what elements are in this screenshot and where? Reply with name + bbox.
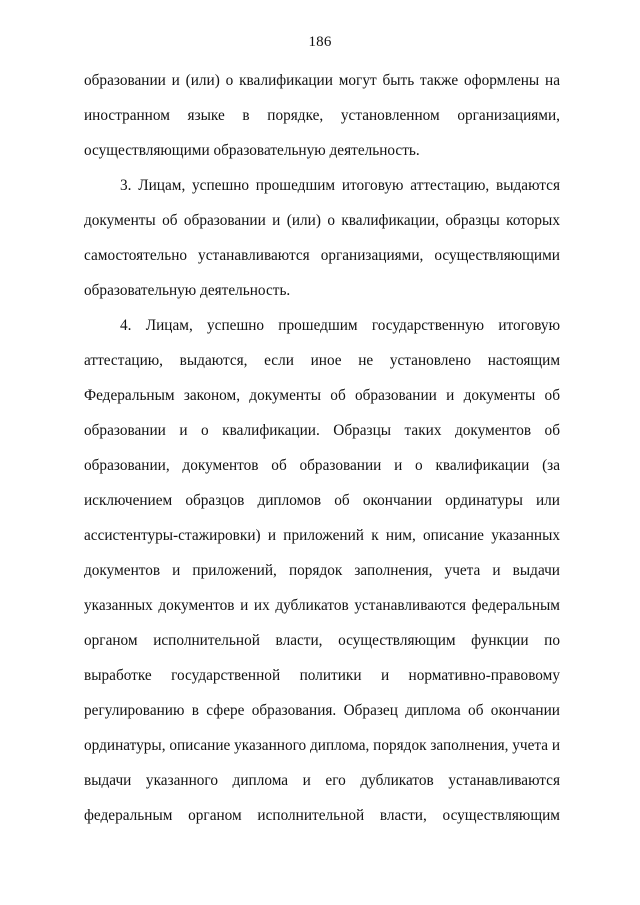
text-line: самостоятельно устанавливаются организациями, осуществляющими: [84, 247, 560, 264]
text-line: образовательную деятельность.: [84, 282, 291, 299]
text-line: выработке государственной политики и нормативно-правовому: [84, 667, 560, 684]
text-line: ординатуры, описание указанного диплома, порядок заполнения, учета и: [84, 737, 561, 754]
text-line: ассистентуры-стажировки) и приложений к ним, описание указанных: [84, 527, 560, 544]
text-line: органом исполнительной власти, осуществляющим функции по: [84, 632, 560, 649]
text-line: 4. Лицам, успешно прошедшим государственную итоговую: [120, 317, 560, 334]
text-line: иностранном языке в порядке, установленном организациями,: [84, 107, 560, 124]
text-line: 3. Лицам, успешно прошедшим итоговую аттестацию, выдаются: [120, 177, 560, 194]
text-line: федеральным органом исполнительной власти, осуществляющим: [84, 807, 560, 824]
page-number: 186: [308, 34, 332, 50]
text-line: регулированию в сфере образования. Образец диплома об окончании: [84, 702, 560, 719]
text-line: аттестацию, выдаются, если иное не установлено настоящим: [84, 352, 560, 369]
text-line: образовании и (или) о квалификации могут быть также оформлены на: [84, 72, 560, 89]
text-line: образовании, документов об образовании и о квалификации (за: [84, 457, 560, 474]
text-line: образовании и о квалификации. Образцы таких документов об: [84, 422, 560, 439]
text-line: исключением образцов дипломов об окончании ординатуры или: [84, 492, 560, 509]
text-line: документы об образовании и (или) о квалификации, образцы которых: [84, 212, 560, 229]
text-line: осуществляющими образовательную деятельность.: [84, 142, 420, 159]
text-line: выдачи указанного диплома и его дубликатов устанавливаются: [84, 772, 560, 789]
text-line: документов и приложений, порядок заполнения, учета и выдачи: [84, 562, 560, 579]
text-line: указанных документов и их дубликатов устанавливаются федеральным: [84, 597, 560, 614]
text-line: Федеральным законом, документы об образовании и документы об: [84, 387, 560, 404]
